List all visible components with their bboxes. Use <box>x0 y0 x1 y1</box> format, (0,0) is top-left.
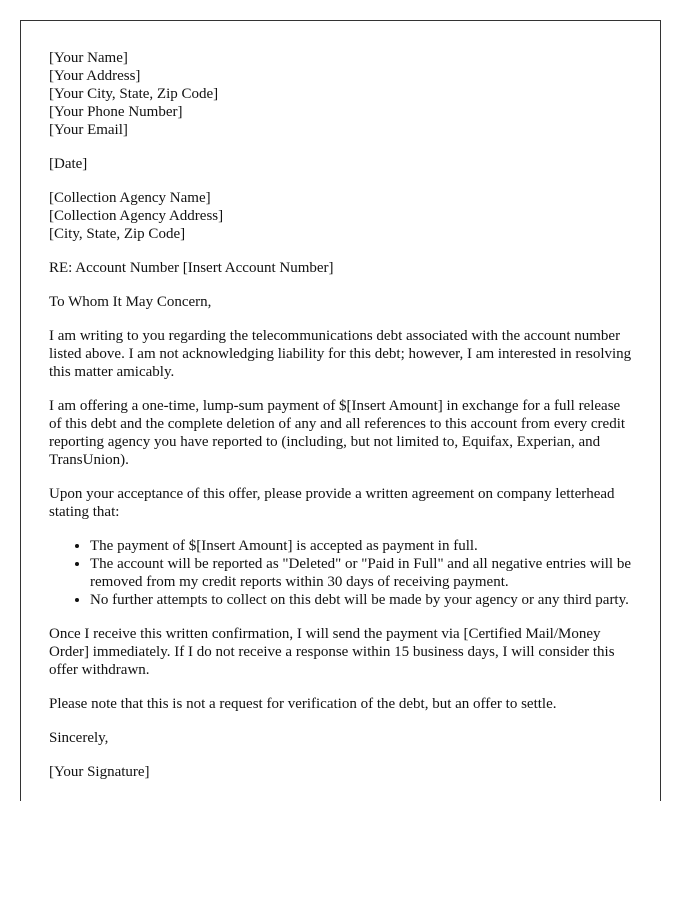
recipient-name: [Collection Agency Name] <box>49 190 211 206</box>
recipient-address: [Collection Agency Address] <box>49 208 224 224</box>
body-paragraph: I am offering a one-time, lump-sum payment of $[Insert Amount] in exchange for a full release of this debt and the complete deletion of any and all references to this account from every credit reporting agency you have reported to (including, but not limited to, Equifax, Experian, and TransUnion). <box>49 398 626 468</box>
body-paragraph: Once I receive this written confirmation, I will send the payment via [Certified Mail/Money Order] immediately. If I do not receive a response within 15 business days, I will consider this offer withdrawn. <box>49 626 615 678</box>
sender-email: [Your Email] <box>49 122 128 138</box>
sender-address: [Your Address] <box>49 68 141 84</box>
salutation: To Whom It May Concern, <box>49 294 212 310</box>
sender-name: [Your Name] <box>49 50 128 66</box>
sender-phone: [Your Phone Number] <box>49 104 183 120</box>
sign-off: Sincerely, <box>49 730 109 746</box>
sender-block <box>49 49 632 139</box>
conditions-list <box>49 537 632 609</box>
condition-item: • The account will be reported as "Deleted" or "Paid in Full" and all negative entries will be removed from my credit reports within 30 days of receiving payment. <box>90 555 632 591</box>
condition-item: • The payment of $[Insert Amount] is accepted as payment in full. <box>90 537 632 555</box>
recipient-city: [City, State, Zip Code] <box>49 226 186 242</box>
condition-item: • No further attempts to collect on this debt will be made by your agency or any third party. <box>90 591 632 609</box>
body-paragraph: Please note that this is not a request for verification of the debt, but an offer to settle. <box>49 696 557 712</box>
re-line: RE: Account Number [Insert Account Number] <box>49 260 334 276</box>
letter-page <box>20 20 661 801</box>
signature: [Your Signature] <box>49 764 150 780</box>
letter-date: [Date] <box>49 156 88 172</box>
sender-city: [Your City, State, Zip Code] <box>49 86 219 102</box>
body-paragraph: Upon your acceptance of this offer, please provide a written agreement on company letterhead stating that: <box>49 486 615 520</box>
body-paragraph: I am writing to you regarding the telecommunications debt associated with the account number listed above. I am not acknowledging liability for this debt; however, I am interested in resolving this matter amicably. <box>49 328 632 380</box>
recipient-block <box>49 189 632 243</box>
